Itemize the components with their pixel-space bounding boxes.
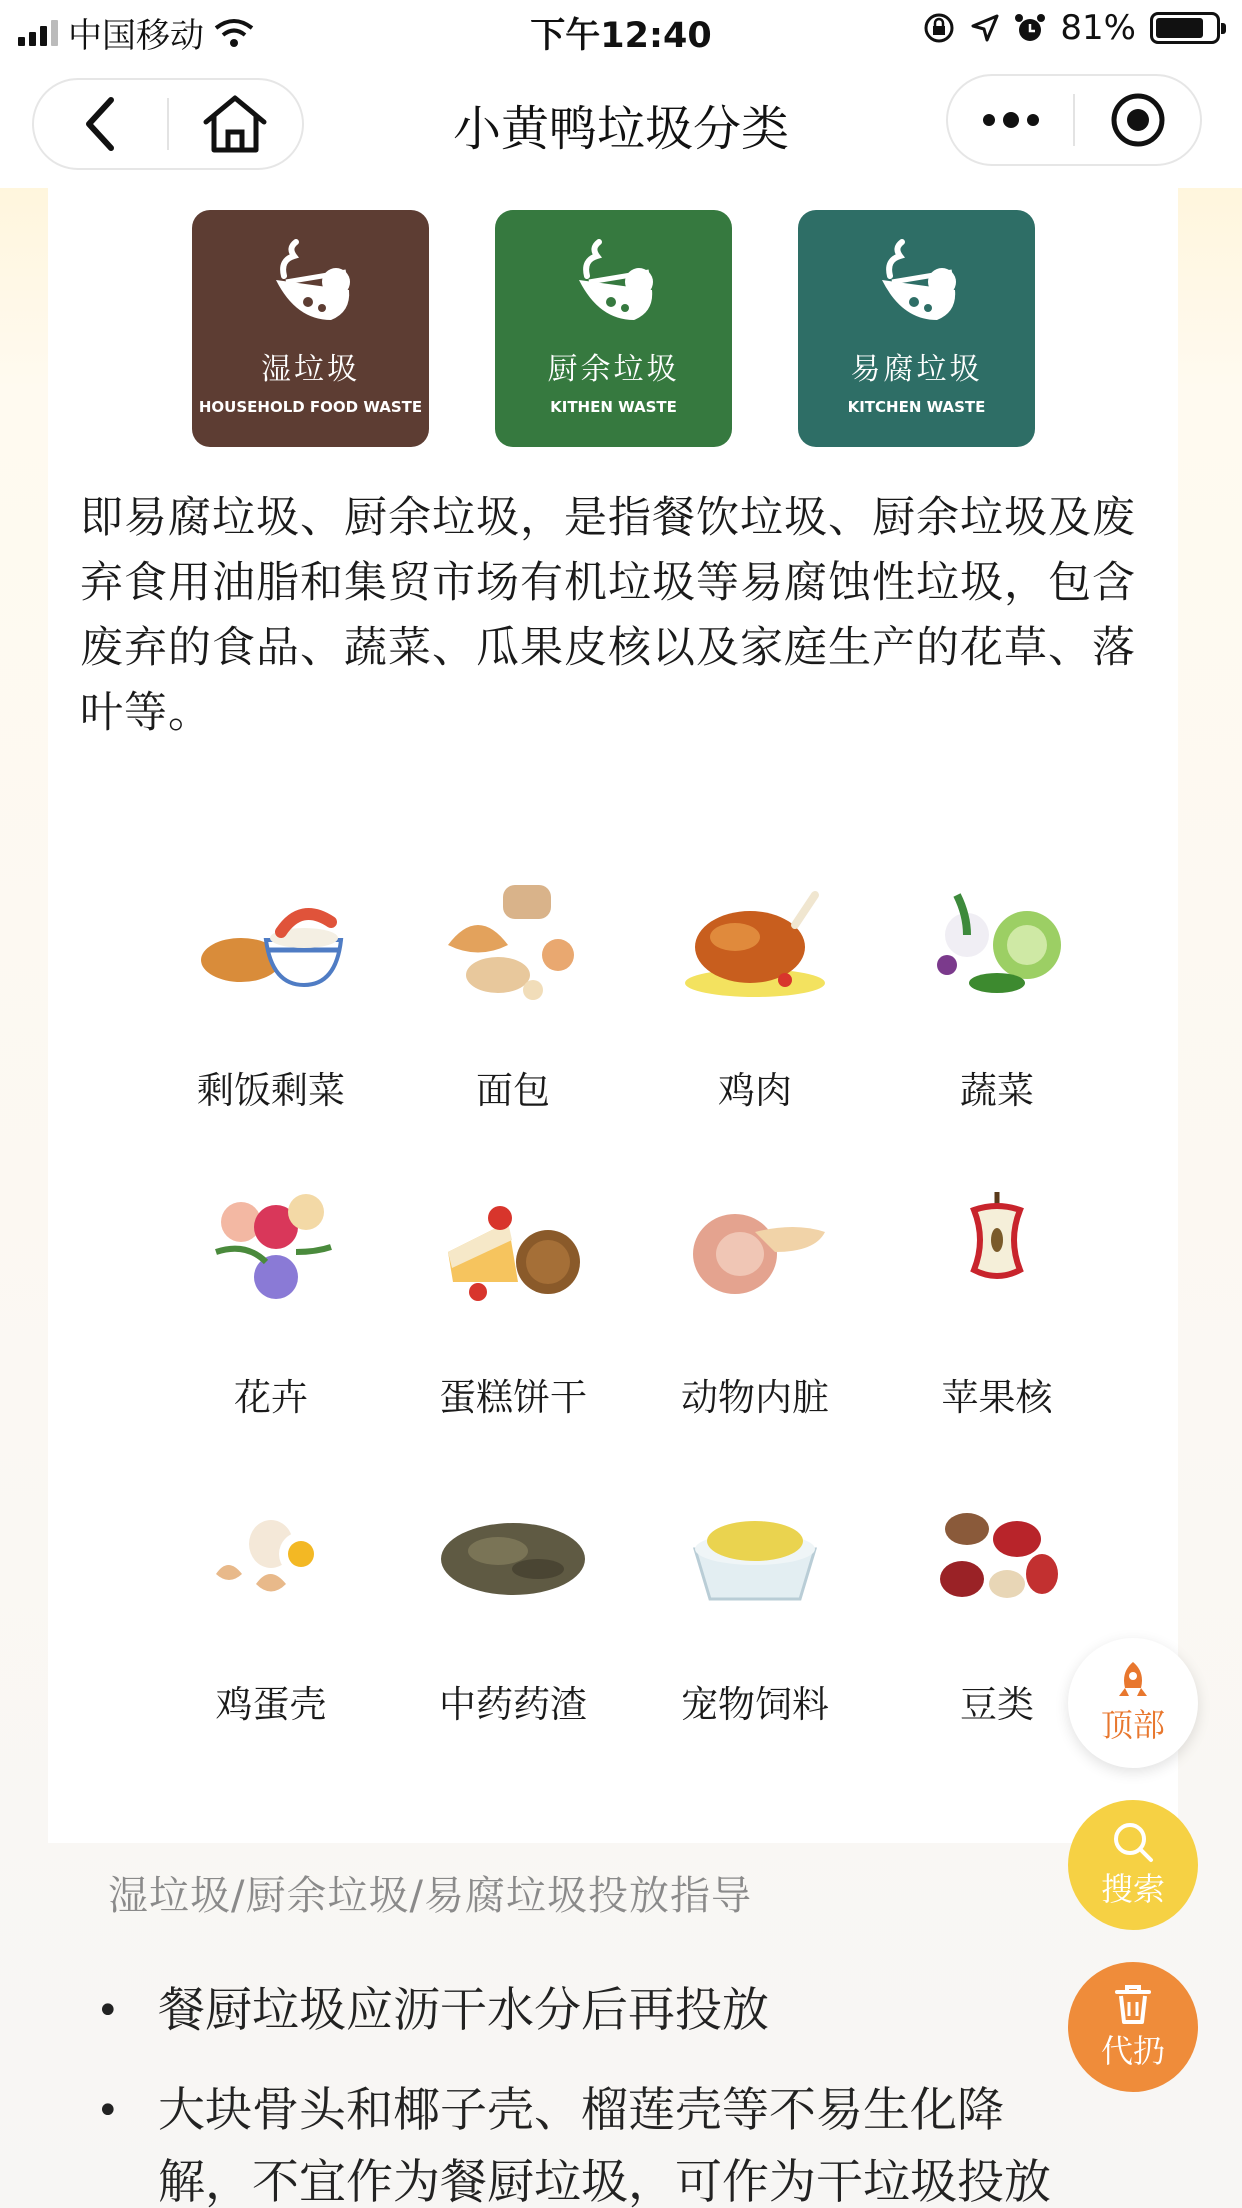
- rotation-lock-icon: [922, 11, 956, 45]
- vegetables-icon: [922, 870, 1072, 1010]
- badge-perishable-waste: [798, 210, 1035, 447]
- item-cake-biscuit[interactable]: [392, 1177, 634, 1484]
- fab-label: 顶部: [1100, 1706, 1165, 1744]
- item-label: 面包: [476, 1069, 550, 1112]
- search-button[interactable]: [1068, 1800, 1198, 1930]
- item-label: 蔬菜: [960, 1069, 1034, 1112]
- guide-item: [96, 1975, 1096, 2047]
- guide-list: [96, 1975, 1096, 2208]
- apple-core-icon: [922, 1177, 1072, 1317]
- roast-chicken-icon: [680, 870, 830, 1010]
- badge-cn-label: 易腐垃圾: [850, 352, 983, 387]
- waste-type-badges: [192, 210, 1035, 447]
- alarm-icon: [1014, 12, 1046, 44]
- food-waste-emblem-icon: [256, 232, 366, 342]
- example-items-grid: [150, 870, 1130, 1791]
- battery-icon: [1150, 12, 1220, 44]
- item-label: 动物内脏: [681, 1376, 829, 1419]
- item-leftovers[interactable]: [150, 870, 392, 1177]
- item-bread[interactable]: [392, 870, 634, 1177]
- item-herb-residue[interactable]: [392, 1484, 634, 1791]
- rocket-icon: [1116, 1660, 1150, 1700]
- organs-icon: [680, 1177, 830, 1317]
- item-label: 鸡蛋壳: [215, 1683, 327, 1726]
- bullet-icon: •: [96, 1988, 120, 2034]
- beans-icon: [922, 1484, 1072, 1624]
- nav-bar: [0, 60, 1242, 188]
- status-time: 下午12:40: [530, 16, 712, 56]
- fab-label: 搜索: [1100, 1870, 1165, 1908]
- grid-row: [150, 870, 1130, 1177]
- more-button[interactable]: [948, 74, 1073, 166]
- item-label: 花卉: [234, 1376, 308, 1419]
- eggshell-icon: [196, 1484, 346, 1624]
- trash-can-icon: [1113, 1982, 1153, 2026]
- grid-row: [150, 1484, 1130, 1791]
- battery-percent: 81%: [1060, 8, 1136, 48]
- badge-household-food-waste: [192, 210, 429, 447]
- guide-item: [96, 2075, 1096, 2208]
- item-beans[interactable]: [876, 1484, 1118, 1791]
- badge-en-label: KITHEN WASTE: [550, 398, 677, 416]
- grid-row: [150, 1177, 1130, 1484]
- item-apple-core[interactable]: [876, 1177, 1118, 1484]
- page-title: 小黄鸭垃圾分类: [452, 101, 789, 157]
- item-animal-organs[interactable]: [634, 1177, 876, 1484]
- guide-item-text: 大块骨头和椰子壳、榴莲壳等不易生化降解，不宜作为餐厨垃圾，可作为干垃圾投放: [158, 2083, 1051, 2208]
- cake-icon: [438, 1177, 588, 1317]
- food-waste-emblem-icon: [862, 232, 972, 342]
- target-close-icon: [1110, 92, 1166, 148]
- item-vegetables[interactable]: [876, 870, 1118, 1177]
- badge-en-label: HOUSEHOLD FOOD WASTE: [198, 398, 423, 416]
- item-label: 蛋糕饼干: [439, 1376, 587, 1419]
- search-icon: [1111, 1820, 1155, 1864]
- guide-title: 湿垃圾/厨余垃圾/易腐垃圾投放指导: [108, 1873, 752, 1919]
- bullet-icon: •: [96, 2088, 120, 2134]
- herb-residue-icon: [438, 1484, 588, 1624]
- category-description: 即易腐垃圾、厨余垃圾，是指餐饮垃圾、厨余垃圾及废弃食用油脂和集贸市场有机垃圾等易腐蚀性垃圾，包含废弃的食品、蔬菜、瓜果皮核以及家庭生产的花草、落叶等。: [80, 493, 1136, 738]
- item-label: 豆类: [960, 1683, 1034, 1726]
- item-chicken[interactable]: [634, 870, 876, 1177]
- guide-item-text: 餐厨垃圾应沥干水分后再投放: [158, 1983, 769, 2038]
- item-label: 剩饭剩菜: [197, 1069, 345, 1112]
- flowers-icon: [196, 1177, 346, 1317]
- badge-en-label: KITCHEN WASTE: [847, 398, 986, 416]
- item-label: 鸡肉: [718, 1069, 792, 1112]
- location-icon: [970, 13, 1000, 43]
- badge-cn-label: 厨余垃圾: [547, 352, 680, 387]
- throw-for-me-button[interactable]: [1068, 1962, 1198, 2092]
- badge-cn-label: 湿垃圾: [261, 352, 360, 387]
- pet-food-icon: [680, 1484, 830, 1624]
- nav-capsule-right: [946, 74, 1202, 166]
- food-waste-emblem-icon: [559, 232, 669, 342]
- item-label: 苹果核: [941, 1376, 1053, 1419]
- bread-icon: [438, 870, 588, 1010]
- item-label: 中药药渣: [439, 1683, 587, 1726]
- status-bar: [0, 0, 1242, 60]
- item-flowers[interactable]: [150, 1177, 392, 1484]
- leftovers-icon: [196, 870, 346, 1010]
- status-right: [922, 8, 1220, 48]
- close-miniapp-button[interactable]: [1075, 74, 1200, 166]
- item-eggshell[interactable]: [150, 1484, 392, 1791]
- back-to-top-button[interactable]: [1068, 1638, 1198, 1768]
- badge-kitchen-waste: [495, 210, 732, 447]
- more-dots-icon: [981, 112, 1041, 128]
- item-label: 宠物饲料: [681, 1683, 829, 1726]
- fab-label: 代扔: [1100, 2032, 1165, 2070]
- item-pet-food[interactable]: [634, 1484, 876, 1791]
- carrier-label: 中国移动: [68, 16, 204, 56]
